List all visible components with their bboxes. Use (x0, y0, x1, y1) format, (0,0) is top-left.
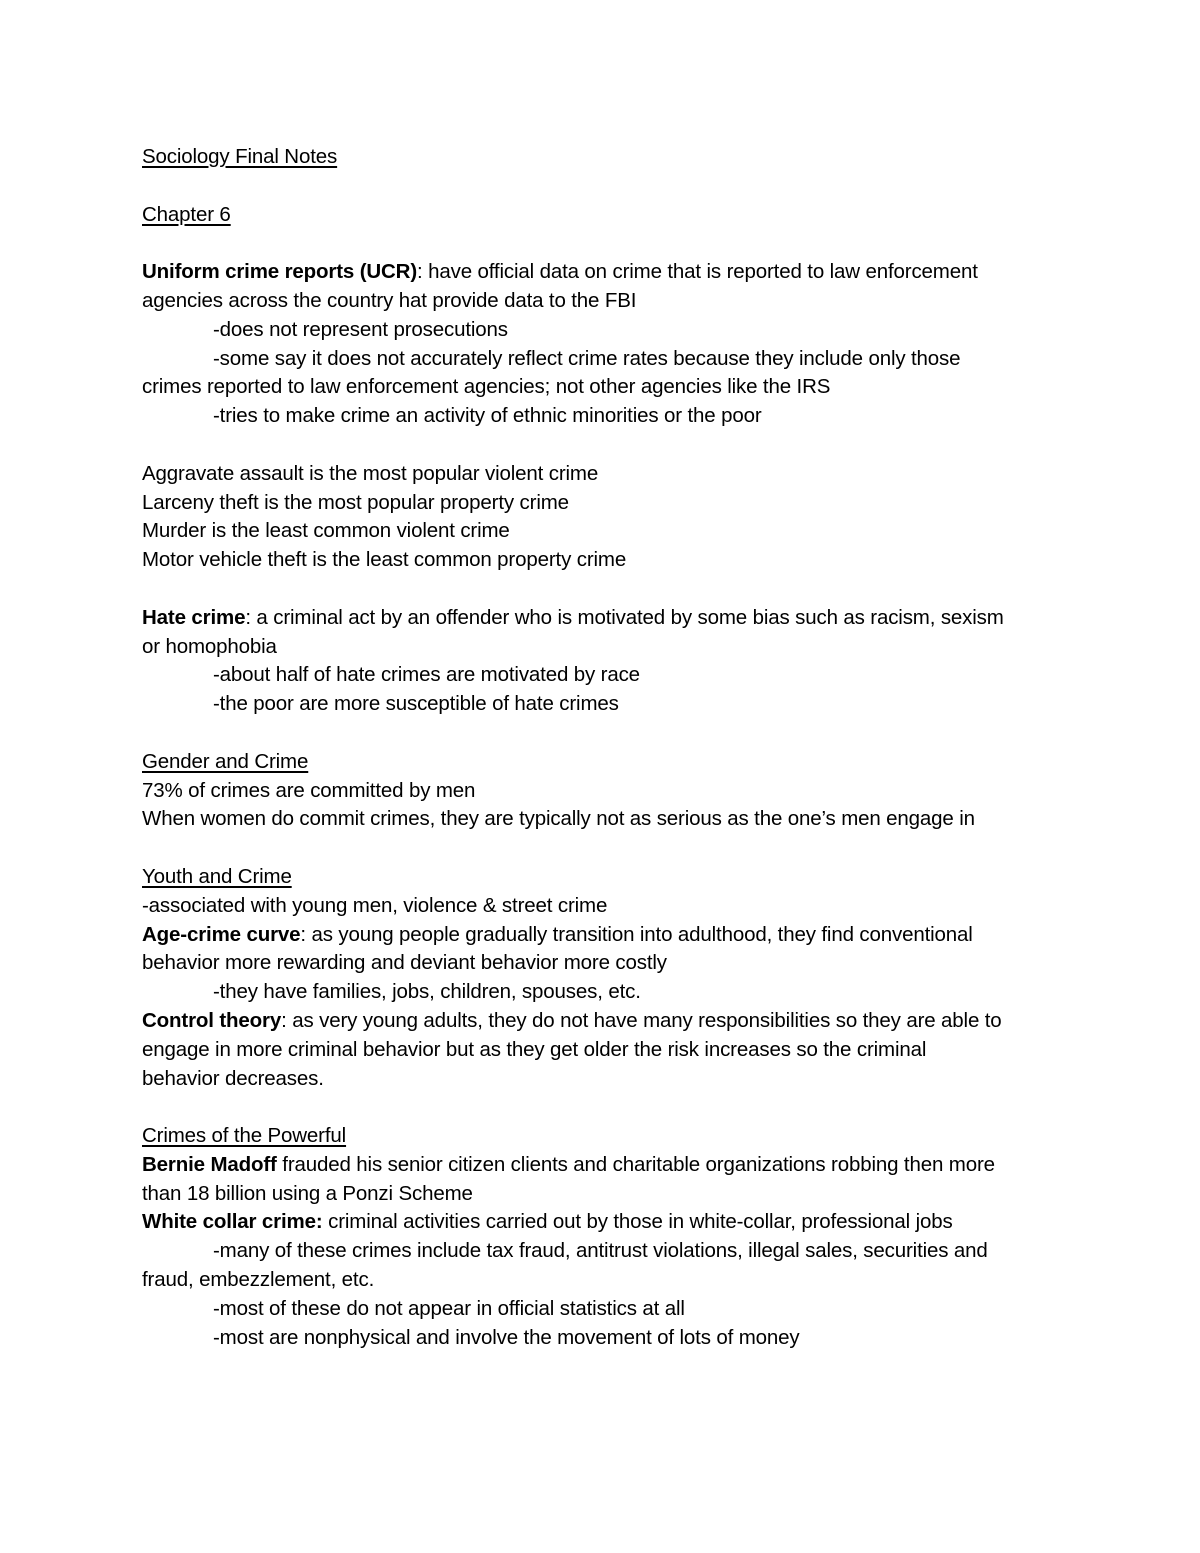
youth-line: -associated with young men, violence & street crime (142, 893, 608, 917)
ucr-bullet: -does not represent prosecutions (213, 317, 508, 341)
white-collar-def-text: criminal activities carried out by those in white-collar, professional jobs (322, 1210, 953, 1234)
ucr-definition (142, 258, 1062, 287)
gender-heading: Gender and Crime (142, 749, 309, 773)
document-body (142, 143, 1062, 1352)
hate-crime-bullet: -the poor are more susceptible of hate crimes (213, 692, 619, 716)
control-theory-continuation: behavior decreases. (142, 1066, 324, 1090)
spacer (142, 575, 1062, 604)
control-theory-definition (142, 1007, 1062, 1036)
white-collar-bullet: -many of these crimes include tax fraud, antitrust violations, illegal sales, securities and (213, 1239, 988, 1263)
hate-crime-definition (142, 604, 1062, 633)
document-title: Sociology Final Notes (142, 145, 338, 168)
control-theory-continuation: engage in more criminal behavior but as they get older the risk increases so the criminal (142, 1037, 927, 1061)
madoff-text: frauded his senior citizen clients and charitable organizations robbing then more (276, 1152, 995, 1176)
white-collar-bullet: -most are nonphysical and involve the movement of lots of money (213, 1325, 800, 1349)
age-crime-bullet: -they have families, jobs, children, spouses, etc. (213, 980, 641, 1004)
youth-heading: Youth and Crime (142, 864, 292, 888)
hate-crime-term: Hate crime (142, 605, 246, 629)
spacer (142, 229, 1062, 258)
control-theory-def-text: : as very young adults, they do not have many responsibilities so they are able to (281, 1008, 1002, 1032)
ucr-def-text: : have official data on crime that is reported to law enforcement (417, 260, 978, 284)
crime-fact: Larceny theft is the most popular property crime (142, 490, 569, 514)
gender-line: 73% of crimes are committed by men (142, 778, 476, 802)
age-crime-term: Age-crime curve (142, 922, 301, 946)
spacer (142, 719, 1062, 748)
white-collar-bullet-continuation: fraud, embezzlement, etc. (142, 1268, 375, 1292)
spacer (142, 172, 1062, 201)
ucr-bullet: -tries to make crime an activity of ethnic minorities or the poor (213, 404, 762, 428)
age-crime-def-text: : as young people gradually transition into adulthood, they find conventional (300, 922, 973, 946)
control-theory-term: Control theory (142, 1008, 282, 1032)
spacer (142, 1093, 1062, 1122)
white-collar-bullet: -most of these do not appear in official statistics at all (213, 1296, 685, 1320)
madoff-line (142, 1151, 1062, 1180)
hate-crime-bullet: -about half of hate crimes are motivated by race (213, 663, 640, 687)
spacer (142, 431, 1062, 460)
ucr-bullet: -some say it does not accurately reflect crime rates because they include only those (213, 346, 961, 370)
age-crime-def-continuation: behavior more rewarding and deviant behavior more costly (142, 951, 667, 975)
madoff-term: Bernie Madoff (142, 1152, 277, 1176)
ucr-term: Uniform crime reports (UCR) (142, 260, 418, 284)
ucr-def-continuation: agencies across the country hat provide data to the FBI (142, 288, 637, 312)
crime-fact: Aggravate assault is the most popular violent crime (142, 461, 599, 485)
madoff-continuation: than 18 billion using a Ponzi Scheme (142, 1181, 473, 1205)
age-crime-definition (142, 921, 1062, 950)
chapter-heading: Chapter 6 (142, 202, 231, 226)
white-collar-definition (142, 1208, 1062, 1237)
spacer (142, 834, 1062, 863)
powerful-heading: Crimes of the Powerful (142, 1124, 347, 1148)
ucr-bullet-continuation: crimes reported to law enforcement agencies; not other agencies like the IRS (142, 375, 831, 399)
hate-crime-def-text: : a criminal act by an offender who is motivated by some bias such as racism, sexism (245, 605, 1004, 629)
gender-line: When women do commit crimes, they are typically not as serious as the one’s men engage in (142, 807, 975, 831)
white-collar-term: White collar crime: (142, 1210, 323, 1234)
crime-fact: Murder is the least common violent crime (142, 519, 510, 543)
hate-crime-def-continuation: or homophobia (142, 634, 277, 658)
crime-fact: Motor vehicle theft is the least common property crime (142, 548, 627, 572)
